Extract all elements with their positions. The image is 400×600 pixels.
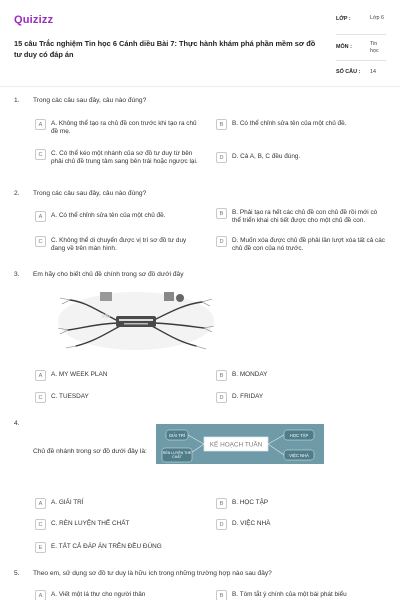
option-text: D. VIỆC NHÀ xyxy=(232,520,271,527)
option-text: D. FRIDAY xyxy=(232,393,264,400)
subject-label: MÔN : xyxy=(336,44,352,50)
option-letter: A xyxy=(35,498,46,509)
option-letter: D xyxy=(216,392,227,403)
option-text: C. Có thể kéo một nhánh của sơ đồ tư duy từ bên phải chủ đề trung tâm sang bên trái hoặc ngược lại. xyxy=(51,150,198,166)
option-letter: A xyxy=(35,590,46,600)
option-letter: B xyxy=(216,498,227,509)
option-text: B. Có thể chỉnh sửa tên của một chủ đề. xyxy=(232,120,347,127)
option-text: A. Không thể tạo ra chủ đề con trước khi tạo ra chủ đề mẹ. xyxy=(51,120,197,136)
option-letter: B xyxy=(216,590,227,600)
option-text: A. Viết một lá thư cho người thân xyxy=(51,591,146,598)
count-label: SỐ CÂU : xyxy=(336,69,361,75)
grade-label: LỚP : xyxy=(336,16,351,22)
option-text: D. Cả A, B, C đều đúng. xyxy=(232,153,301,160)
option-letter: D xyxy=(216,519,227,530)
option-letter: A xyxy=(35,211,46,222)
option-text: A. MY WEEK PLAN xyxy=(51,371,108,378)
diagram-branch: HỌC TẬP xyxy=(289,432,309,438)
option-text: C. Không thể di chuyển được vị trí sơ đồ tư duy đang về trên màn hình. xyxy=(51,237,187,253)
question-number: 1. xyxy=(14,97,20,104)
option-text: D. Muốn xóa được chủ đề phải lần lượt xóa tất cả các chủ đề con của nó trước. xyxy=(232,237,385,253)
option-text: B. MONDAY xyxy=(232,371,268,378)
week-plan-mindmap-image xyxy=(56,290,216,352)
question-text: Chủ đề nhánh trong sơ đồ dưới đây là: xyxy=(33,448,147,455)
option-text: A. GIẢI TRÍ xyxy=(51,499,84,506)
option-letter: C xyxy=(35,519,46,530)
diagram-branch: RÈN LUYỆN THỂ CHẤT xyxy=(162,450,192,459)
subject-value: Tin học xyxy=(370,41,379,54)
question-text: Theo em, sử dụng sơ đồ tư duy là hữu ích trong những trường hợp nào sau đây? xyxy=(33,570,272,577)
option-text: B. Phải tạo ra hết các chủ đề con chủ đề rồi mới có thể triển khai chi tiết được cho một chủ đề con. xyxy=(232,209,378,225)
option-letter: D xyxy=(216,236,227,247)
question-text: Trong các câu sau đây, câu nào đúng? xyxy=(33,97,147,104)
option-letter: E xyxy=(35,542,46,553)
diagram-branch: GIẢI TRÍ xyxy=(168,432,186,438)
option-text: E. TẤT CẢ ĐÁP ÁN TRÊN ĐỀU ĐÚNG xyxy=(51,543,162,550)
question-text: Trong các câu sau đây, câu nào đúng? xyxy=(33,190,147,197)
svg-text:❧: ❧ xyxy=(101,309,112,323)
grade-value: Lớp 6 xyxy=(370,15,385,21)
option-letter: C xyxy=(35,392,46,403)
question-number: 5. xyxy=(14,570,20,577)
option-letter: C xyxy=(35,149,46,160)
worksheet-title: 15 câu Trắc nghiệm Tin học 6 Cánh diều Bài 7: Thực hành khám phá phần mềm sơ đồ tư duy có đáp án xyxy=(14,39,316,59)
option-text: B. Tóm tắt ý chính của một bài phát biểu xyxy=(232,591,347,598)
question-number: 3. xyxy=(14,271,20,278)
option-text: C. RÈN LUYỆN THỂ CHẤT xyxy=(51,520,130,527)
question-number: 4. xyxy=(14,420,20,427)
count-value: 14 xyxy=(370,69,376,75)
quizizz-logo[interactable]: Quizizz xyxy=(14,14,54,26)
option-letter: B xyxy=(216,119,227,130)
option-letter: A xyxy=(35,119,46,130)
meta-divider xyxy=(336,34,386,35)
diagram-center-topic: KẾ HOẠCH TUẦN xyxy=(209,441,263,449)
option-text: A. Có thể chỉnh sửa tên của một chủ đề. xyxy=(51,212,166,219)
question-number: 2. xyxy=(14,190,20,197)
option-text: B. HỌC TẬP xyxy=(232,499,269,506)
weekly-plan-diagram-image xyxy=(156,424,324,464)
option-text: C. TUESDAY xyxy=(51,393,89,400)
option-letter: D xyxy=(216,152,227,163)
question-text: Em hãy cho biết chủ đề chính trong sơ đồ dưới đây xyxy=(33,271,184,278)
header-divider xyxy=(0,86,400,87)
option-letter: A xyxy=(35,370,46,381)
worksheet-header xyxy=(14,10,386,82)
option-letter: B xyxy=(216,208,227,219)
meta-divider xyxy=(336,60,386,61)
option-letter: B xyxy=(216,370,227,381)
diagram-branch: VIỆC NHÀ xyxy=(289,452,309,458)
option-letter: C xyxy=(35,236,46,247)
